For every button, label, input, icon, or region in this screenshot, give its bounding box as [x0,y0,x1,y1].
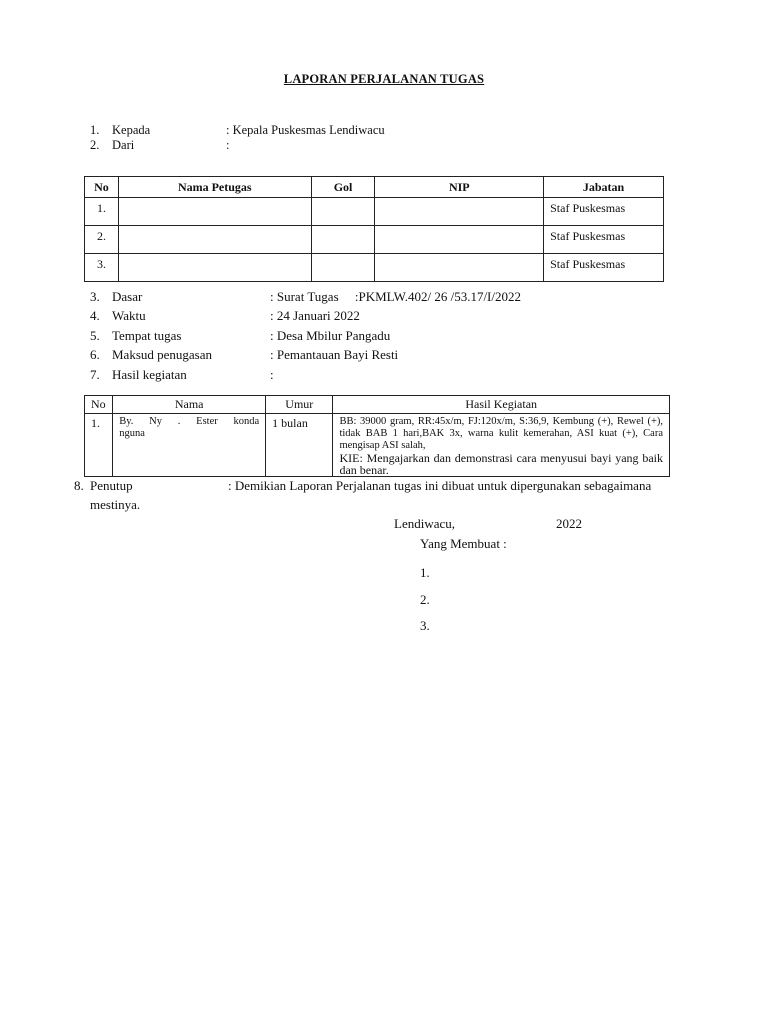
cell-nama [118,198,311,226]
cell-jabatan: Staf Puskesmas [544,226,664,254]
signer-number: 1. [420,565,430,580]
item-number: 4. [90,308,100,323]
column-header-umur: Umur [266,396,333,414]
cell-nip [375,198,544,226]
cell-hasil [333,414,670,477]
item-value: : [270,367,274,382]
item-label: Maksud penugasan [112,347,213,362]
item-label: Tempat tugas [112,328,182,343]
column-header-nama-petugas: Nama Petugas [118,177,311,198]
item-number: 5. [90,328,100,343]
table-row [85,198,664,226]
table-header-row [85,177,664,198]
document-title: LAPORAN PERJALANAN TUGAS [283,72,485,86]
cell-no: 1. [85,198,119,226]
table-row [85,414,670,477]
cell-no: 1. [85,414,113,477]
item-label: Waktu [112,308,146,323]
cell-nama [113,414,266,477]
item-number: 2. [90,138,100,152]
cell-nama [118,226,311,254]
nama-line: By. Ny . Ester konda [119,416,260,427]
petugas-table [84,176,664,282]
column-header-nama: Nama [113,396,266,414]
signer-number: 2. [420,592,430,607]
item-value: : Pemantauan Bayi Resti [270,347,399,362]
item-number: 1. [90,123,100,137]
item-value: : Demikian Laporan Perjalanan tugas ini dibuat untuk dipergunakan sebagaimana [228,478,652,493]
item-number: 7. [90,367,100,382]
cell-nip [375,254,544,282]
hasil-kegiatan-table [84,395,670,477]
item-label: Dasar [112,289,143,304]
item-value: : Surat Tugas :PKMLW.402/ 26 /53.17/I/2022 [270,289,521,304]
item-value: : 24 Januari 2022 [270,308,360,323]
item-number: 6. [90,347,100,362]
item-label: Dari [112,138,135,152]
cell-jabatan: Staf Puskesmas [544,198,664,226]
signature-place: Lendiwacu, [394,516,456,531]
item-value: : Kepala Puskesmas Lendiwacu [226,123,385,137]
item-value: : Desa Mbilur Pangadu [270,328,391,343]
column-header-gol: Gol [311,177,375,198]
hasil-text: BB: 39000 gram, RR:45x/m, FJ:120x/m, S:36,9, Kembung (+), Rewel (+), tidak BAB 1 hari,BAK 3x, warna kulit kemerahan, ASI kuat (+), Cara mengisap ASI salah, [339,416,663,451]
signature-maker-label: Yang Membuat : [420,536,507,551]
item-number: 3. [90,289,100,304]
item-label: Hasil kegiatan [112,367,187,382]
cell-gol [311,226,375,254]
table-header-row [85,396,670,414]
table-row [85,254,664,282]
item-label: Penutup [90,478,133,493]
kie-text: KIE: Mengajarkan dan demonstrasi cara menyusui bayi yang baik dan benar. [339,451,663,477]
cell-no: 3. [85,254,119,282]
item-value: : [226,138,230,152]
item-label: Kepada [112,123,151,137]
column-header-no: No [85,177,119,198]
signature-year: 2022 [556,516,582,531]
cell-umur: 1 bulan [266,414,333,477]
cell-nip [375,226,544,254]
cell-gol [311,254,375,282]
nama-line: nguna [119,428,145,439]
cell-no: 2. [85,226,119,254]
column-header-hasil-kegiatan: Hasil Kegiatan [333,396,670,414]
signer-number: 3. [420,618,430,633]
item-number: 8. [74,478,84,493]
cell-jabatan: Staf Puskesmas [544,254,664,282]
table-row [85,226,664,254]
item-continuation: mestinya. [90,497,141,512]
cell-nama [118,254,311,282]
column-header-no: No [85,396,113,414]
column-header-nip: NIP [375,177,544,198]
cell-gol [311,198,375,226]
column-header-jabatan: Jabatan [544,177,664,198]
